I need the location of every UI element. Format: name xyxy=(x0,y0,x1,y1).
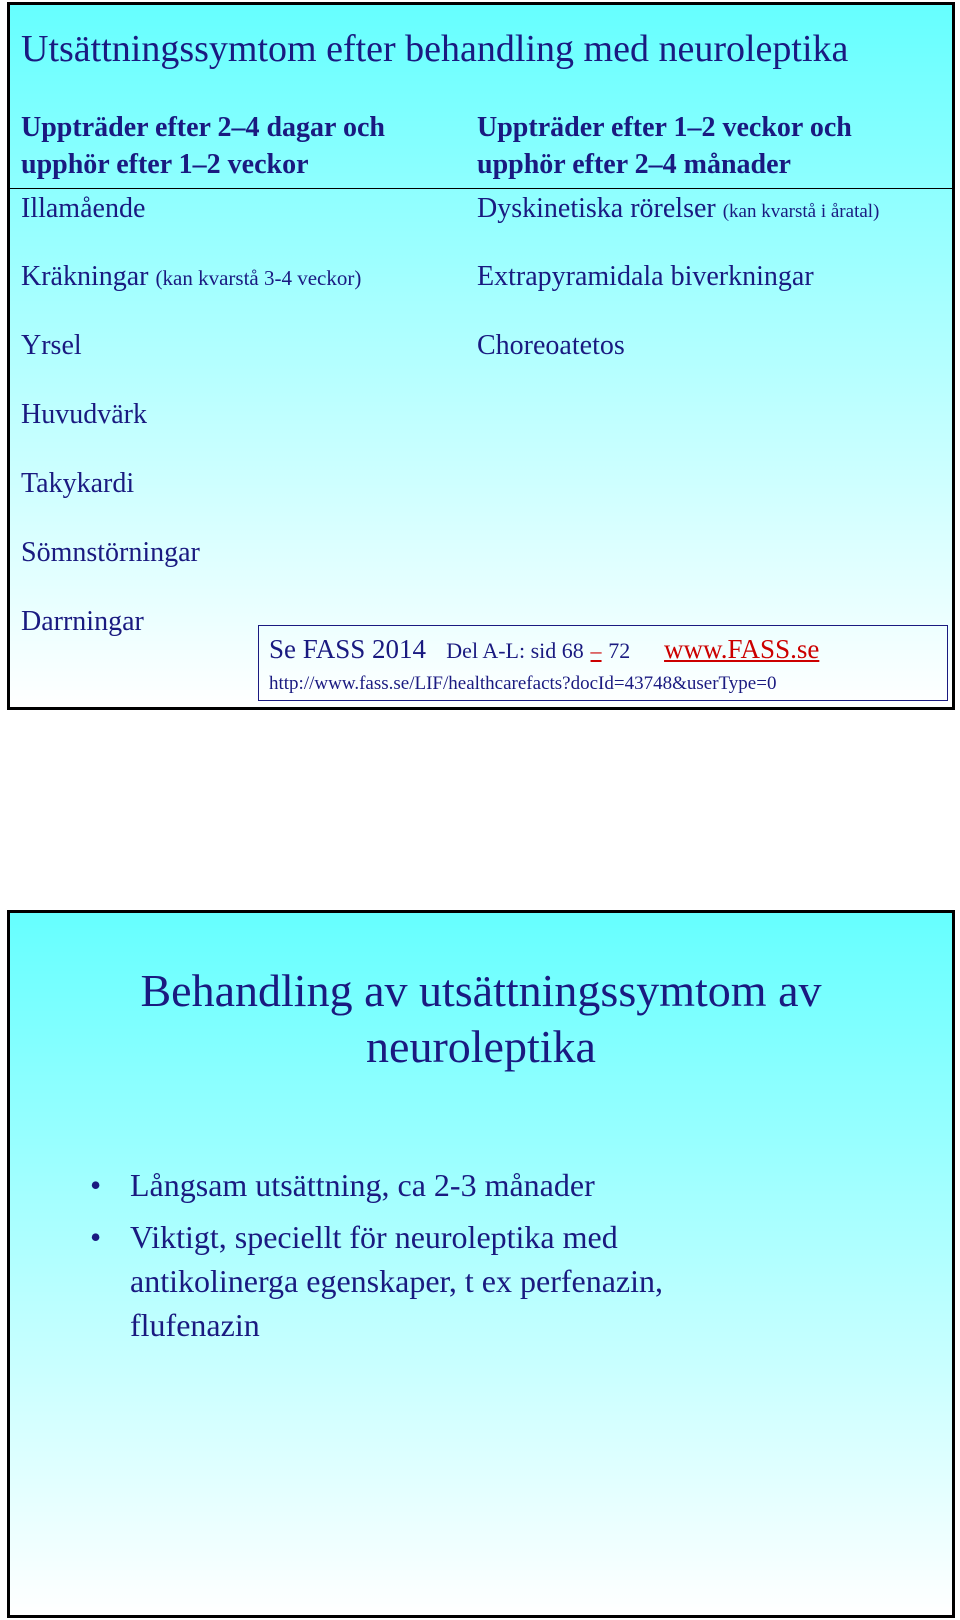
header-divider xyxy=(10,188,952,189)
symptom-item: Sömnstörningar xyxy=(21,537,200,568)
symptom-item: Kräkningar (kan kvarstå 3-4 veckor) xyxy=(21,261,362,292)
bullet-list xyxy=(90,1163,910,1355)
symptom-item: Huvudvärk xyxy=(21,399,147,430)
fass-url[interactable]: http://www.fass.se/LIF/healthcarefacts?docId=43748&userType=0 xyxy=(269,673,777,694)
fass-reference-line: Se FASS 2014 Del A-L: sid 68 – 72 www.FASS.se xyxy=(269,634,820,664)
list-item: • Viktigt, speciellt för neuroleptika med antikolinerga egenskaper, t ex perfenazin, flufenazin xyxy=(90,1215,910,1347)
symptom-item: Takykardi xyxy=(21,468,135,499)
right-column-heading xyxy=(477,109,852,183)
left-heading-line1: Uppträder efter 2–4 dagar och xyxy=(21,112,385,143)
left-column-heading xyxy=(21,109,385,183)
symptom-item: Illamående xyxy=(21,193,146,224)
slide-1 xyxy=(7,2,955,710)
bullet-icon: • xyxy=(90,1167,102,1203)
symptom-note: (kan kvarstå 3-4 veckor) xyxy=(155,266,362,290)
right-heading-line2: upphör efter 2–4 månader xyxy=(477,149,791,180)
slide-2-title-line2: neuroleptika xyxy=(366,1021,596,1072)
page-range-dash: – xyxy=(590,638,602,663)
symptom-item: Dyskinetiska rörelser (kan kvarstå i åratal) xyxy=(477,193,880,224)
slide-1-title: Utsättningssymtom efter behandling med neuroleptika xyxy=(21,28,849,70)
fass-reference-box xyxy=(258,625,948,701)
slide-2-title-line1: Behandling av utsättningssymtom av xyxy=(140,965,822,1016)
bullet-icon: • xyxy=(90,1219,102,1255)
symptom-item: Extrapyramidala biverkningar xyxy=(477,261,814,292)
symptom-item: Darrningar xyxy=(21,606,144,637)
symptom-note: (kan kvarstå i åratal) xyxy=(722,201,880,222)
symptom-item: Yrsel xyxy=(21,330,82,361)
symptom-item: Choreoatetos xyxy=(477,330,625,361)
slide-2-title xyxy=(10,963,952,1075)
right-heading-line1: Uppträder efter 1–2 veckor och xyxy=(477,112,852,143)
left-heading-line2: upphör efter 1–2 veckor xyxy=(21,149,309,180)
list-item: • Långsam utsättning, ca 2-3 månader xyxy=(90,1163,910,1207)
fass-link[interactable]: www.FASS.se xyxy=(664,634,820,664)
slide-2 xyxy=(7,910,955,1618)
